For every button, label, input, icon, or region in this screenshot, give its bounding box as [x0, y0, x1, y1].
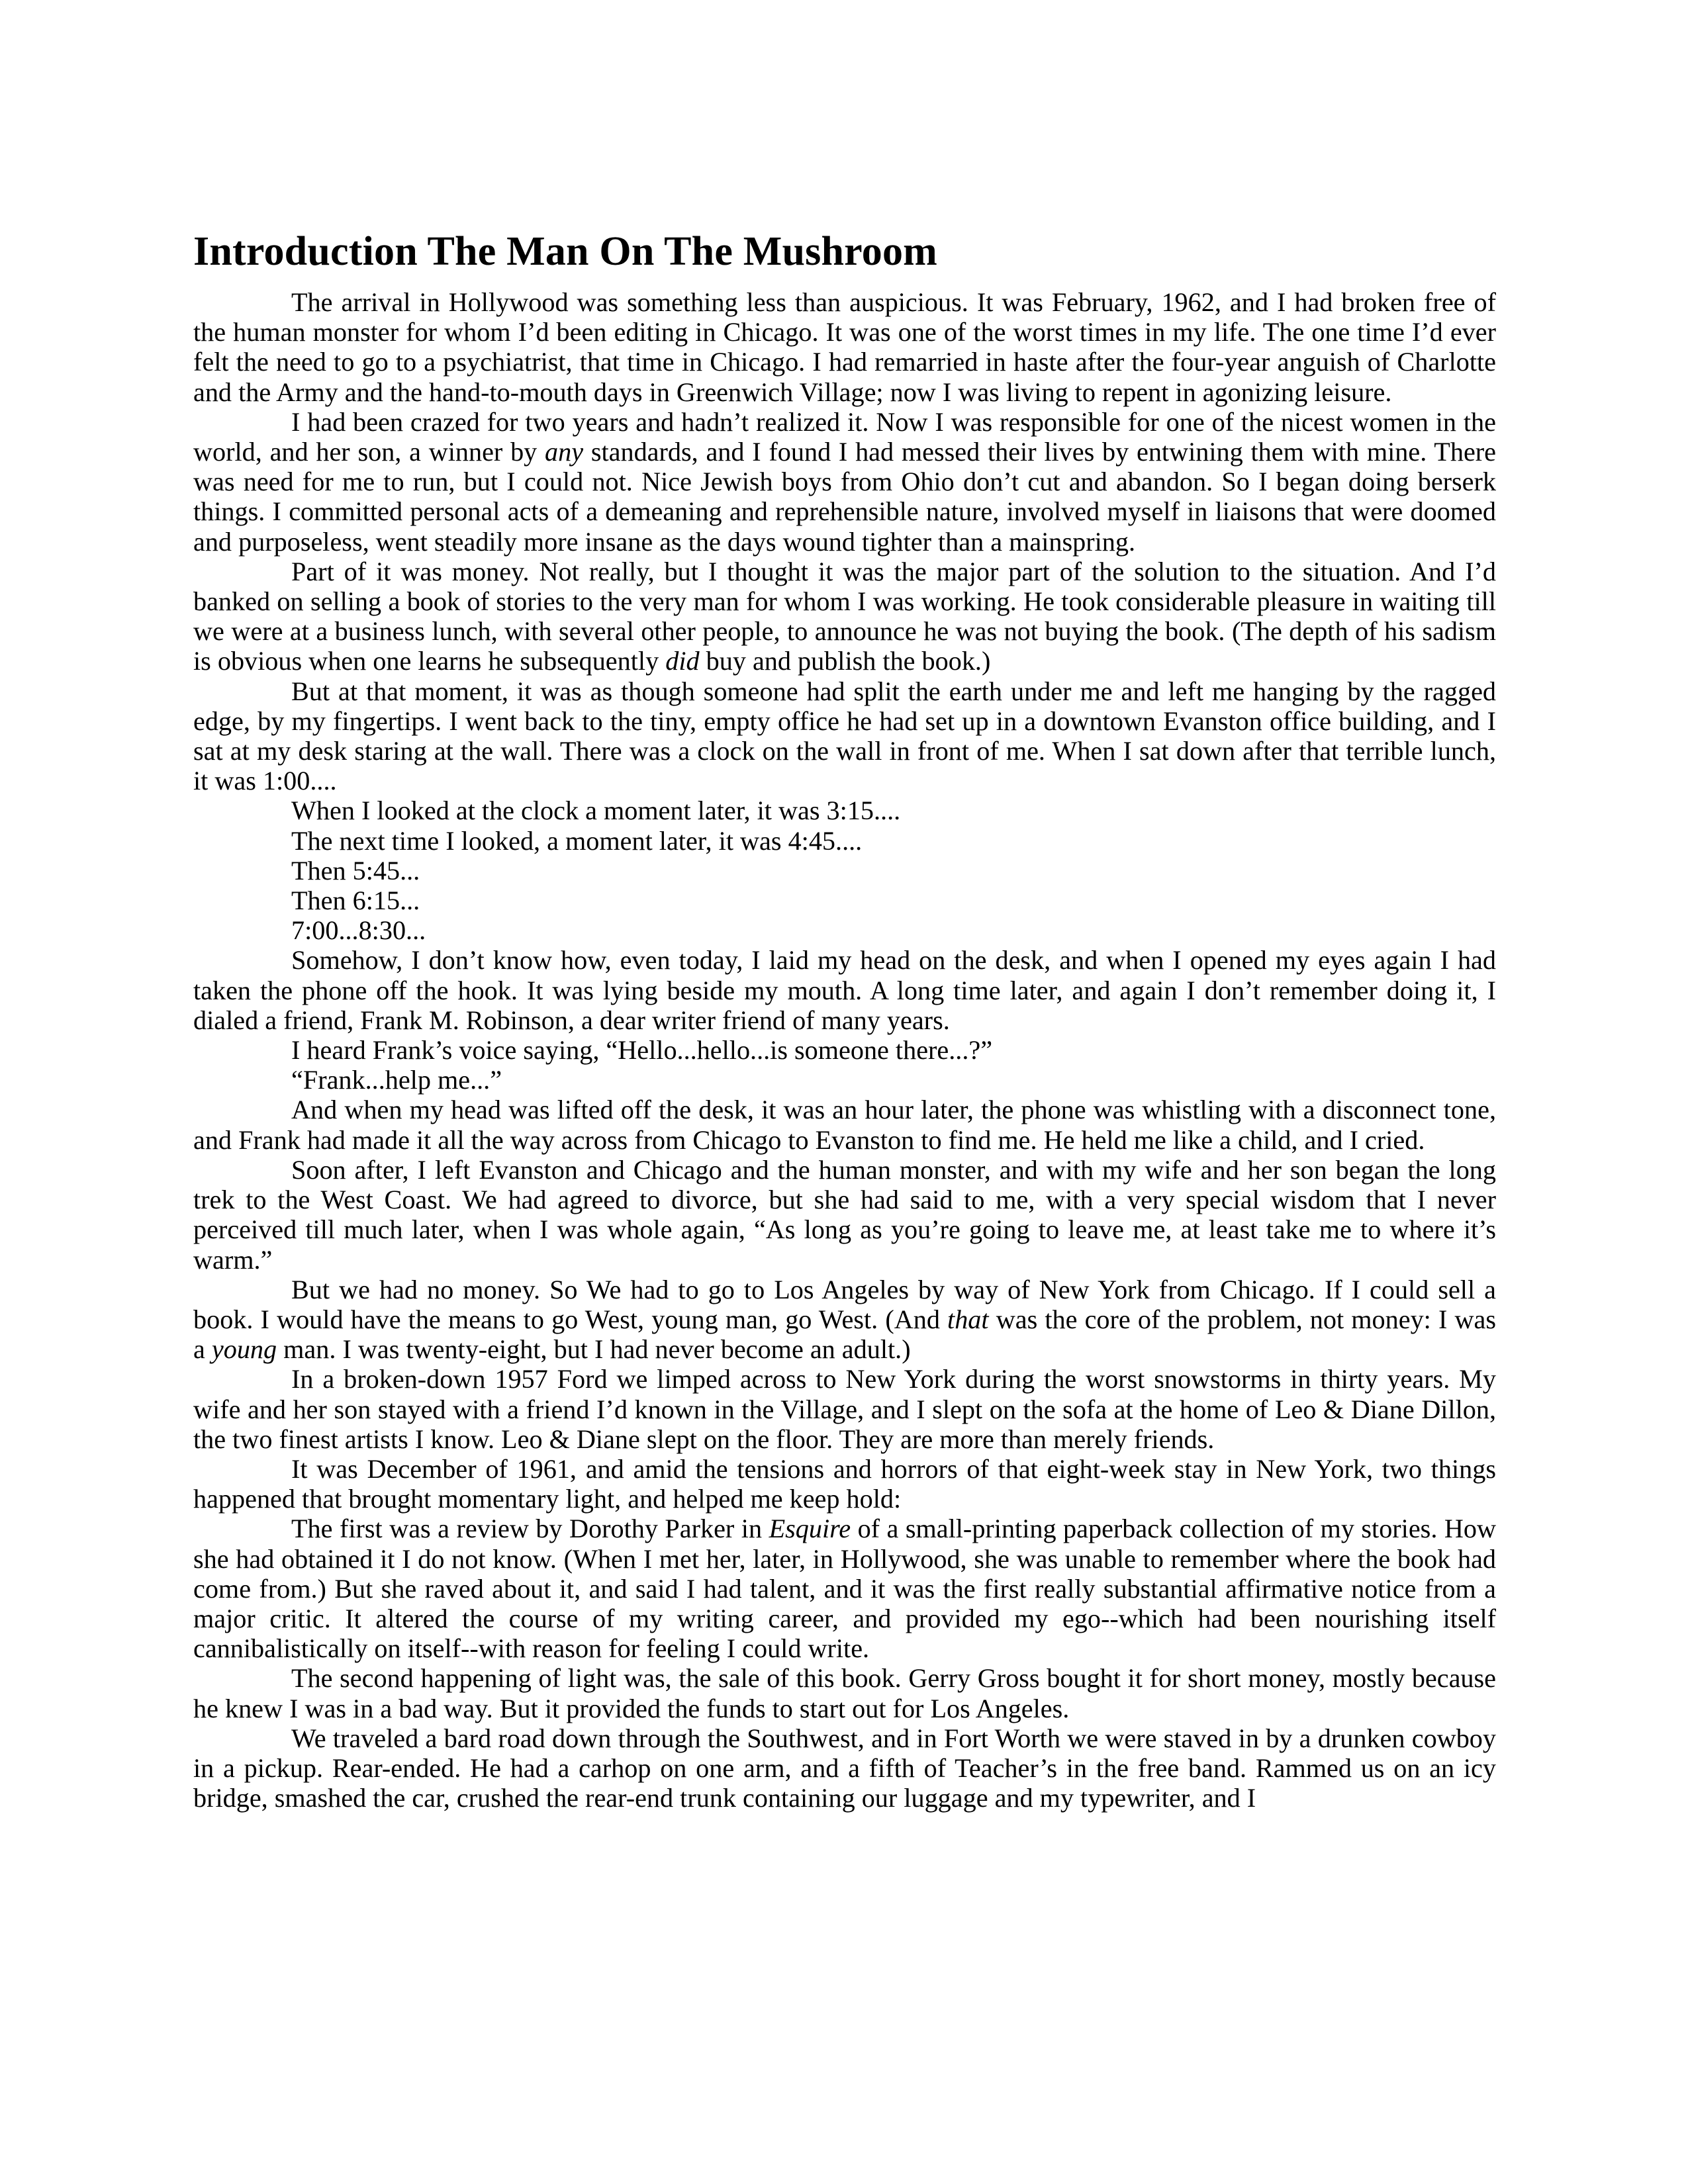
text-run: buy and publish the book.) — [699, 646, 991, 676]
text-run: Then 6:15... — [291, 886, 420, 916]
text-run: Part of it was money. Not really, but I thought it was the major part of the solution to the situation. And I’d banked on selling a book of stories to the very man for whom I was working. He took considerable pleasure in waiting till we were at a business lunch, with several other people, to announce he was not buying the book. (The depth of his sadism is obvious when one learns he subsequently — [193, 556, 1496, 676]
chapter-body — [193, 287, 1496, 1813]
text-run: The first was a review by Dorothy Parker in — [291, 1514, 769, 1544]
text-run: It was December of 1961, and amid the tensions and horrors of that eight-week stay in New York, two things happened that brought momentary light, and helped me keep hold: — [193, 1453, 1496, 1514]
text-run: We traveled a bard road down through the Southwest, and in Fort Worth we were staved in by a drunken cowboy in a pickup. Rear-ended. He had a carhop on one arm, and a fifth of Teacher’s in the free band. Rammed us on an icy bridge, smashed the car, crushed the rear-end trunk containing our luggage and my typewriter, and I — [193, 1723, 1496, 1813]
paragraph — [193, 1364, 1496, 1454]
text-run: When I looked at the clock a moment later, it was 3:15.... — [291, 796, 901, 826]
text-run: In a broken-down 1957 Ford we limped across to New York during the worst snowstorms in thirty years. My wife and her son stayed with a friend I’d known in the Village, and I slept on the sofa at the home of Leo & Diane Dillon, the two finest artists I know. Leo & Diane slept on the floor. They are more than merely friends. — [193, 1364, 1496, 1454]
paragraph — [193, 1454, 1496, 1514]
italic-text: Esquire — [769, 1514, 851, 1544]
italic-text: young — [211, 1334, 277, 1365]
text-run: standards, and I found I had messed their lives by entwining them with mine. There was need for me to run, but I could not. Nice Jewish boys from Ohio don’t cut and abandon. So I began doing berserk things. I committed personal acts of a demeaning and reprehensible nature, involved myself in liaisons that were doomed and purposeless, went steadily more insane as the days wound tighter than a mainspring. — [193, 437, 1496, 557]
paragraph — [193, 796, 1496, 825]
text-run: was the core of the problem, not money: I was a — [193, 1304, 1496, 1365]
paragraph — [193, 676, 1496, 796]
paragraph — [193, 287, 1496, 407]
paragraph — [193, 1514, 1496, 1663]
italic-text: that — [947, 1304, 989, 1334]
italic-text: any — [545, 437, 584, 467]
text-run: I had been crazed for two years and hadn’t realized it. Now I was responsible for one of the nicest women in the world, and her son, a winner by — [193, 406, 1496, 467]
text-run: of a small-printing paperback collection of my stories. How she had obtained it I do not know. (When I met her, later, in Hollywood, she was unable to remember where the book had come from.) But she raved about it, and said I had talent, and it was the first really substantial affirmative notice from a major critic. It altered the course of my writing career, and provided my ego--which had been nourishing itself cannibalistically on itself--with reason for feeling I could write. — [193, 1514, 1496, 1664]
text-run: The second happening of light was, the sale of this book. Gerry Gross bought it for short money, mostly because he knew I was in a bad way. But it provided the funds to start out for Los Angeles. — [193, 1663, 1496, 1723]
paragraph — [193, 1723, 1496, 1813]
chapter-title: Introduction The Man On The Mushroom — [193, 229, 938, 274]
paragraph — [193, 557, 1496, 676]
text-run: Soon after, I left Evanston and Chicago and the human monster, and with my wife and her son began the long trek to the West Coast. We had agreed to divorce, but she had said to me, with a very special wisdom that I never perceived till much later, when I was whole again, “As long as you’re going to leave me, at least take me to where it’s warm.” — [193, 1154, 1496, 1275]
paragraph — [193, 1275, 1496, 1365]
paragraph — [193, 856, 1496, 886]
paragraph — [193, 945, 1496, 1035]
document-page — [193, 222, 1496, 1813]
paragraph — [193, 1035, 1496, 1065]
paragraph — [193, 1663, 1496, 1723]
text-run: 7:00...8:30... — [291, 915, 426, 946]
paragraph — [193, 1155, 1496, 1275]
text-run: The next time I looked, a moment later, it was 4:45.... — [291, 825, 863, 856]
paragraph — [193, 1065, 1496, 1095]
paragraph — [193, 915, 1496, 945]
paragraph — [193, 826, 1496, 856]
text-run: I heard Frank’s voice saying, “Hello...hello...is someone there...?” — [291, 1035, 993, 1066]
text-run: Then 5:45... — [291, 855, 420, 886]
text-run: But at that moment, it was as though someone had split the earth under me and left me hanging by the ragged edge, by my fingertips. I went back to the tiny, empty office he had set up in a downtown Evanston office building, and I sat at my desk staring at the wall. There was a clock on the wall in front of me. When I sat down after that terrible lunch, it was 1:00.... — [193, 676, 1496, 796]
paragraph — [193, 407, 1496, 557]
paragraph — [193, 1095, 1496, 1154]
text-run: man. I was twenty-eight, but I had never become an adult.) — [277, 1334, 911, 1365]
italic-text: did — [665, 646, 700, 676]
text-run: The arrival in Hollywood was something less than auspicious. It was February, 1962, and I had broken free of the human monster for whom I’d been editing in Chicago. It was one of the worst times in my life. The one time I’d ever felt the need to go to a psychiatrist, that time in Chicago. I had remarried in haste after the four-year anguish of Charlotte and the Army and the hand-to-mouth days in Greenwich Village; now I was living to repent in agonizing leisure. — [193, 287, 1496, 407]
text-run: But we had no money. So We had to go to Los Angeles by way of New York from Chicago. If I could sell a book. I would have the means to go West, young man, go West. (And — [193, 1274, 1496, 1334]
text-run: Somehow, I don’t know how, even today, I laid my head on the desk, and when I opened my eyes again I had taken the phone off the hook. It was lying beside my mouth. A long time later, and again I don’t remember doing it, I dialed a friend, Frank M. Robinson, a dear writer friend of many years. — [193, 945, 1496, 1035]
text-run: And when my head was lifted off the desk, it was an hour later, the phone was whistling with a disconnect tone, and Frank had made it all the way across from Chicago to Evanston to find me. He held me like a child, and I cried. — [193, 1095, 1496, 1155]
text-run: “Frank...help me...” — [291, 1065, 502, 1095]
paragraph — [193, 886, 1496, 915]
